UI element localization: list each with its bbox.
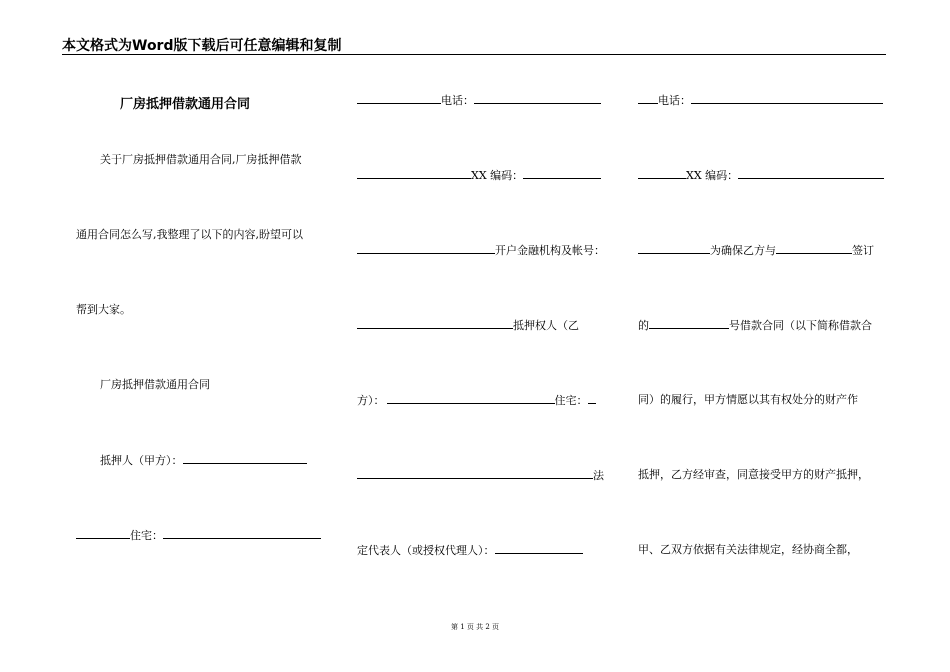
purpose-text-1: 为确保乙方与 — [710, 244, 776, 257]
document-title: 厂房抵押借款通用合同 — [120, 97, 251, 112]
legal-rep-blank[interactable] — [495, 543, 583, 554]
postcode-prefix-blank-1[interactable] — [357, 168, 471, 179]
mortgagor-blank[interactable] — [183, 453, 307, 464]
purpose-blank-2[interactable] — [776, 243, 852, 254]
column-2 — [357, 0, 607, 672]
mortgagor-address-blank[interactable] — [163, 528, 321, 539]
mortgagor-address-line — [76, 528, 326, 543]
mortgagor-line — [76, 453, 350, 468]
page-footer: 第 1 页 共 2 页 — [450, 623, 500, 631]
bank-account-label: 开户金融机构及帐号： — [495, 244, 605, 257]
bank-account-blank[interactable] — [357, 243, 495, 254]
contract-number-text: 号借款合同（以下简称借款合 — [729, 319, 872, 332]
purpose-text-2: 签订 — [852, 244, 874, 257]
column-3 — [638, 0, 888, 672]
phone-line-1 — [357, 93, 607, 108]
intro-line-1: 关于厂房抵押借款通用合同,厂房抵押借款 — [100, 153, 302, 166]
mortgagor-label: 抵押人（甲方）： — [100, 454, 183, 467]
legal-rep-line-2 — [357, 543, 607, 558]
intro-line-2: 通用合同怎么写,我整理了以下的内容,盼望可以 — [76, 228, 303, 241]
mortgagee-address-blank[interactable] — [588, 393, 596, 404]
mortgagee-address-label: 住宅： — [554, 394, 588, 407]
legal-rep-line-1 — [357, 468, 607, 483]
mortgagor-address-label: 住宅： — [130, 529, 163, 542]
postcode-label-2: XX 编码： — [686, 169, 739, 182]
column-1 — [76, 0, 326, 672]
contract-heading: 厂房抵押借款通用合同 — [100, 378, 210, 391]
phone-blank-1[interactable] — [474, 93, 601, 104]
body-line-2: 抵押，乙方经审查，同意接受甲方的财产抵押， — [638, 468, 869, 481]
phone-blank-2[interactable] — [691, 93, 883, 104]
postcode-line-2 — [638, 168, 888, 183]
mortgagee-blank[interactable] — [357, 318, 513, 329]
phone-line-2 — [638, 93, 888, 108]
contract-number-blank[interactable] — [649, 318, 729, 329]
legal-rep-label: 定代表人（或授权代理人）： — [357, 544, 495, 557]
mortgagee-party-label: 方）： — [357, 394, 385, 407]
mortgagor-address-prefix-blank[interactable] — [76, 528, 130, 539]
intro-line-3: 帮到大家。 — [76, 303, 131, 316]
bank-account-line — [357, 243, 607, 258]
phone-prefix-blank-2[interactable] — [638, 93, 658, 104]
phone-prefix-blank-1[interactable] — [357, 93, 441, 104]
mortgagee-label: 抵押权人（乙 — [513, 319, 579, 332]
purpose-line-1 — [638, 243, 888, 258]
mortgagee-party-blank[interactable] — [387, 393, 555, 404]
purpose-blank-1[interactable] — [638, 243, 710, 254]
postcode-label-1: XX 编码： — [471, 169, 524, 182]
phone-label-2: 电话： — [658, 94, 691, 107]
mortgagee-line — [357, 318, 607, 333]
contract-number-prefix: 的 — [638, 319, 649, 332]
postcode-blank-1[interactable] — [523, 168, 601, 179]
phone-label-1: 电话： — [441, 94, 474, 107]
legal-rep-label-start: 法 — [593, 469, 604, 482]
header-title: 本文格式为Word版下载后可任意编辑和复制 — [62, 38, 342, 54]
postcode-line-1 — [357, 168, 607, 183]
mortgagee-address-line — [357, 393, 607, 408]
legal-rep-prefix-blank[interactable] — [357, 468, 593, 479]
postcode-blank-2[interactable] — [738, 168, 884, 179]
postcode-prefix-blank-2[interactable] — [638, 168, 686, 179]
body-line-3: 甲、乙双方依据有关法律规定，经协商全都， — [638, 543, 858, 556]
contract-number-line — [638, 318, 888, 333]
body-line-1: 同）的履行，甲方情愿以其有权处分的财产作 — [638, 393, 858, 406]
